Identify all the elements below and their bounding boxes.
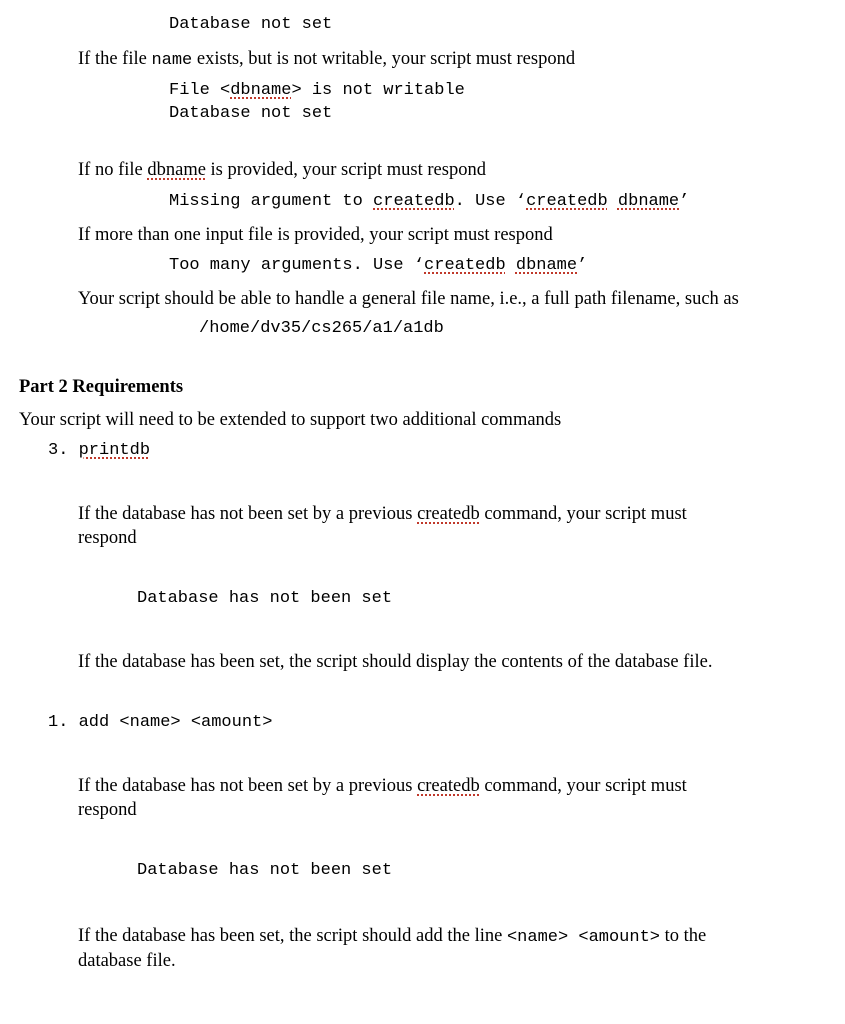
paragraph-continued: database file. xyxy=(78,951,176,971)
inline-code: <name> <amount> xyxy=(506,928,660,947)
paragraph: Your script will need to be extended to support two additional commands xyxy=(19,410,562,430)
spellcheck-word: createdb xyxy=(417,776,480,796)
spellcheck-word: createdb xyxy=(424,256,506,275)
paragraph: If more than one input file is provided, your script must respond xyxy=(78,225,553,245)
code-line: /home/dv35/cs265/a1/a1db xyxy=(199,319,444,338)
spellcheck-word: dbname xyxy=(147,160,206,180)
spellcheck-word: createdb xyxy=(417,504,480,524)
section-heading: Part 2 Requirements xyxy=(19,377,184,397)
list-number: 1. xyxy=(48,713,69,732)
paragraph: If the database has been set, the script should add the line <name> <amount> to the xyxy=(78,926,707,947)
list-item xyxy=(48,441,150,461)
paragraph: If the database has not been set by a previous createdb command, your script must xyxy=(78,776,687,796)
paragraph: If the database has been set, the script should display the contents of the database file. xyxy=(78,652,713,672)
spellcheck-word: createdb xyxy=(373,192,455,211)
spellcheck-word: dbname xyxy=(515,256,578,275)
list-number: 3. xyxy=(48,441,69,460)
paragraph-continued: respond xyxy=(78,528,137,548)
code-line: Database has not been set xyxy=(137,589,393,608)
paragraph-continued: respond xyxy=(78,800,137,820)
spellcheck-word: createdb xyxy=(526,192,608,211)
code-line: Too many arguments. Use ‘createdb dbname’ xyxy=(169,256,588,275)
inline-code: name xyxy=(151,51,193,70)
code-line: Missing argument to createdb. Use ‘createdb dbname’ xyxy=(169,192,690,211)
spellcheck-word: dbname xyxy=(617,192,680,211)
code-line: Database not set xyxy=(169,15,333,34)
code-line: Database not set xyxy=(169,104,333,123)
paragraph: If the database has not been set by a previous createdb command, your script must xyxy=(78,504,687,524)
paragraph: If no file dbname is provided, your script must respond xyxy=(78,160,486,180)
paragraph: If the file name exists, but is not writable, your script must respond xyxy=(78,49,576,70)
list-item: 1. add <name> <amount> xyxy=(48,713,273,732)
spellcheck-word: printdb xyxy=(78,441,151,460)
code-line: File <dbname> is not writable xyxy=(169,81,465,100)
spellcheck-word: dbname xyxy=(230,81,292,100)
paragraph: Your script should be able to handle a general file name, i.e., a full path filename, such as xyxy=(78,289,739,309)
code-line: Database has not been set xyxy=(137,861,393,880)
